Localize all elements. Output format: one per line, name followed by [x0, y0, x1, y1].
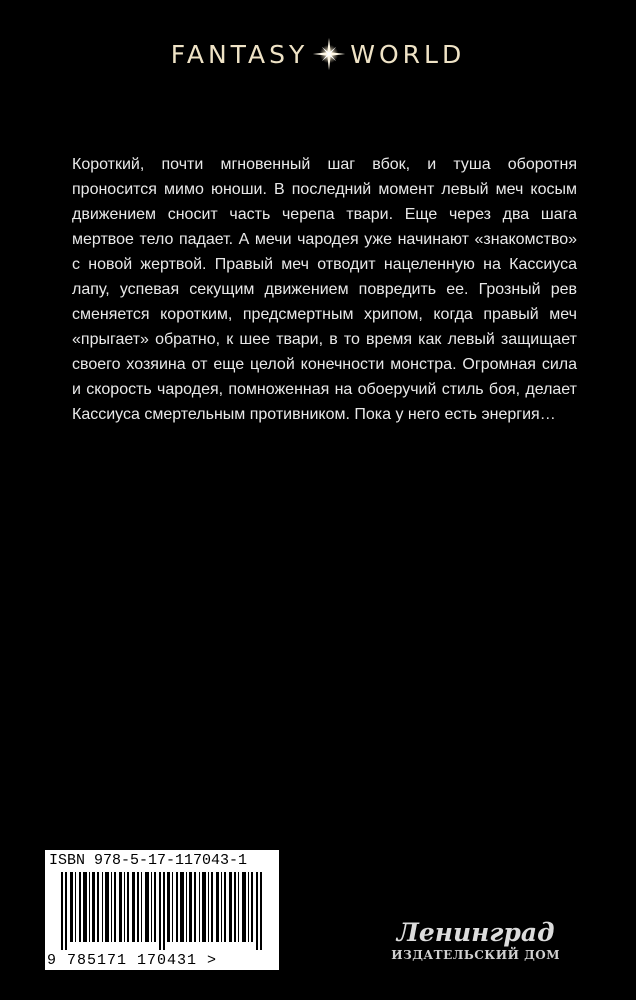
publisher-logo [391, 920, 560, 962]
barcode-digits: 9 785171 170431 > [47, 952, 218, 969]
isbn-number: ISBN 978-5-17-117043-1 [49, 852, 248, 869]
publisher-subtitle: ИЗДАТЕЛЬСКИЙ ДОМ [391, 948, 560, 962]
series-word-left: FANTASY [170, 39, 309, 69]
publisher-name: Ленинград [396, 918, 555, 947]
series-word-right: WORLD [350, 39, 466, 69]
sparkle-star-icon [312, 37, 346, 71]
isbn-barcode [45, 850, 279, 970]
series-logo [0, 34, 636, 74]
back-cover-blurb: Короткий, почти мгновенный шаг вбок, и туша оборотня проносится мимо юноши. В последний момент левый меч косым движением сносит часть черепа твари. Еще через два шага мертвое тело падает. А мечи чародея уже начинают «знакомство» с новой жертвой. Правый меч отводит нацеленную на Кассиуса лапу, успевая секущим движением повредить ее. Грозный рев сменяется коротким, предсмертным хрипом, когда правый меч «прыгает» обратно, к шее твари, в то время как левый защищает своего хозяина от еще целой конечности монстра. Огромная сила и скорость чародея, помноженная на обоеручий стиль боя, делает Кассиуса смертельным противником. Пока у него есть энергия… [72, 156, 577, 423]
barcode-bars [61, 872, 263, 950]
